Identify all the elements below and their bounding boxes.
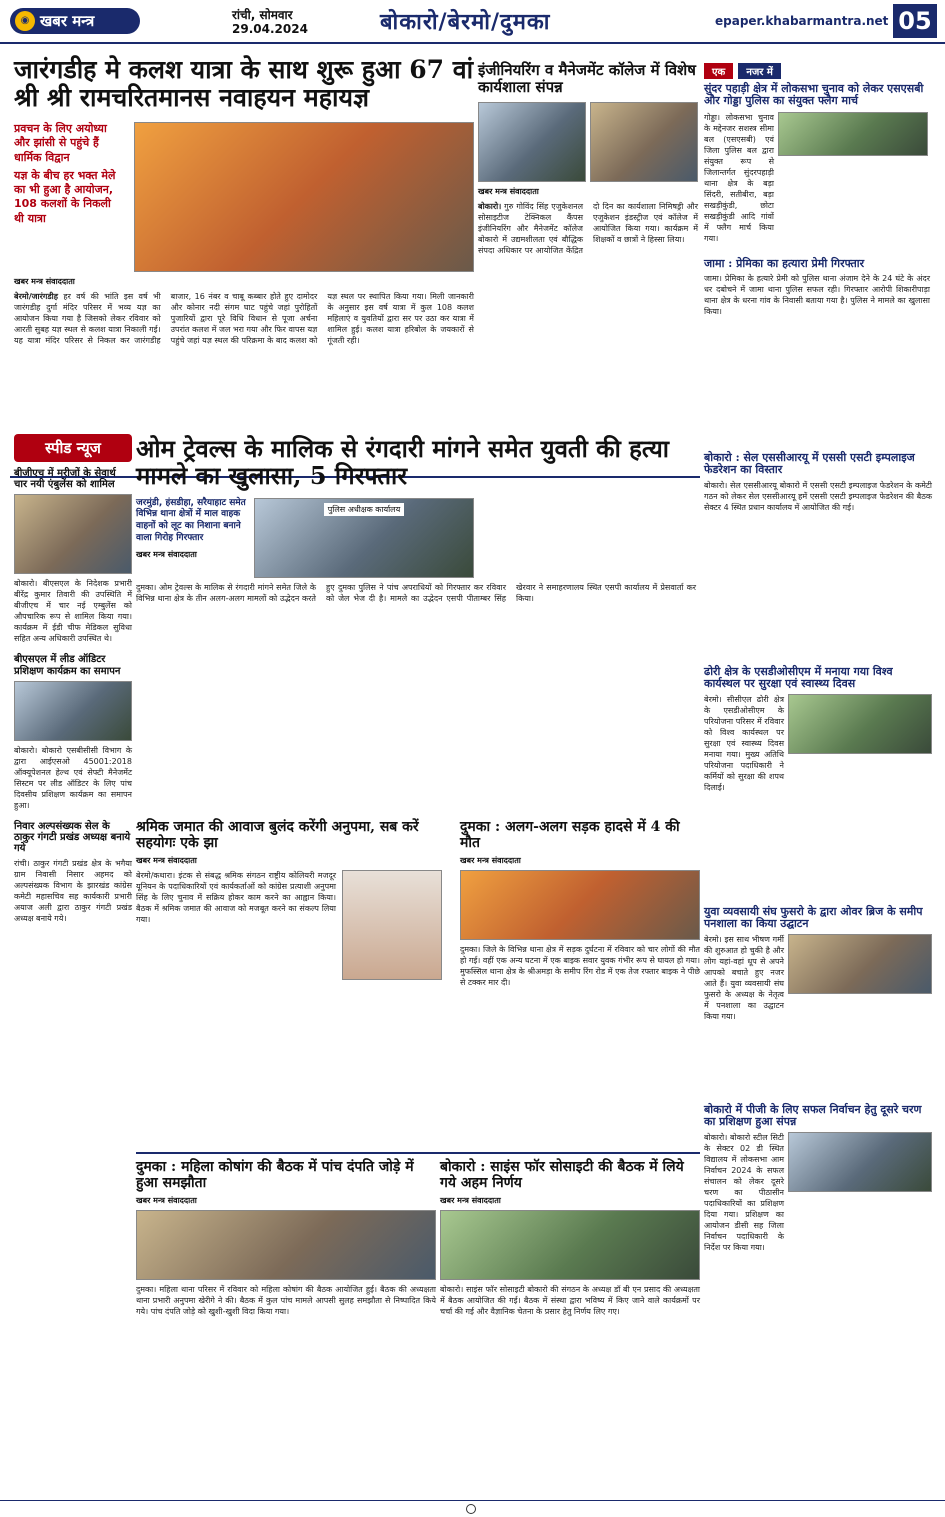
esa-body: बोकारो। सेल एससीआरयू बोकारो में एससी एसटी इम्पलाइज फेडरेशन के कमेटी गठन को लेकर सेल एससीआरयू हमें एससी एसटी इम्पलाइज फेडरेशन की बैठक सेक्टर 4 स्थित प्रधान कार्यालय में आयोजित की गई। (704, 480, 932, 512)
ak-jha-photo (342, 870, 442, 980)
engineering-byline: खबर मन्त्र संवाददाता (478, 186, 539, 196)
nazar-tag-1: एक (704, 63, 733, 79)
nazar-headline: सुंदर पहाड़ी क्षेत्र में लोकसभा चुनाव को लेकर एसएसबी और गोड्डा पुलिस का संयुक्त फ्लैग मार्च (704, 82, 924, 108)
murder-body: जामा। प्रेमिका के हत्यारे प्रेमी को पुलिस थाना अंजाम देने के 24 घंटे के अंदर धर दबोचने में जामा थाना पुलिस सफल रही। गिरफ्तार आरोपी शिकारीपाड़ा थाना क्षेत्र के धरना गांव के निवासी बताया गया है। पुलिस ने मामले का खुलासा किया। (704, 274, 930, 317)
police-banner: पुलिस अधीक्षक कार्यालय (324, 503, 405, 516)
lead-dateline: बेरमो/जारंगडीह (14, 292, 59, 301)
police-press-photo (254, 498, 474, 578)
lead-byline: खबर मन्त्र संवाददाता (14, 277, 75, 286)
women-cell-story (136, 1160, 436, 1494)
shramik-body: बेरमो/कथारा। इंटक से संबद्ध श्रमिक संगठन राष्ट्रीय कोलियरी मजदूर यूनियन के पदाधिकारियों एवं कार्यकर्ताओं को कांग्रेस प्रत्याशी अनुपमा सिंह के लिए चुनाव में सक्रिय होकर काम करने का आह्वान किया। बैठक में श्रमिक जमात की आवाज को मजबूत करने का संकल्प लिया गया। (136, 871, 336, 925)
accident-byline: खबर मन्त्र संवाददाता (460, 856, 521, 866)
lead-highlight-2: यज्ञ के बीच हर भक्त मेले का भी हुआ है आयोजन, 108 कलशों के निकली थी यात्रा (14, 168, 116, 225)
main-highlights: जरमुंडी, हंसडीहा, सरैयाहाट समेत विभिन्न थाना क्षेत्रों में माल वाहक वाहनों को लूट का निशाना बनाने वाला गिरोह गिरफ्तार (136, 497, 246, 543)
lead-story (14, 56, 474, 476)
nazar-story (704, 60, 930, 256)
dhori-body: बेरमो। सीसीएल ढोरी क्षेत्र के एसडीओसीएम के परियोजना परिसर में रविवार को विश्व कार्यस्थल पर सुरक्षा एवं स्वास्थ्य दिवस मनाया गया। मुख्य अतिथि परियोजना पदाधिकारी ने कर्मियों को सुरक्षा की शपथ दिलाई। (704, 694, 784, 792)
page-number: 05 (893, 4, 937, 38)
science-meeting-photo (440, 1210, 700, 1280)
flag-march-photo (778, 112, 928, 156)
training-headline: बोकारो में पीजी के लिए सफल निर्वाचन हेतु दूसरे चरण का प्रशिक्षण हुआ संपन्न (704, 1103, 922, 1129)
auditor-body: बोकारो। बोकारो एसबीसीसी विभाग के द्वारा आईएसओ 45001:2018 ऑक्यूपेशनल हेल्थ एवं सेफ्टी मैनेजमेंट सिस्टम पर लीड ऑडिटर के लिए पांच दिवसीय प्रशिक्षण कार्यक्रम का समापन हुआ। (14, 745, 132, 810)
dhori-story (704, 666, 932, 902)
women-headline: दुमका : महिला कोषांग की बैठक में पांच दंपति जोड़े में हुआ समझौता (136, 1159, 414, 1191)
accident-body: दुमका। जिले के विभिन्न थाना क्षेत्र में सड़क दुर्घटना में रविवार को चार लोगों की मौत हो गई। वहीं एक अन्य घटना में एक बाइक सवार युवक गंभीर रूप से घायल हो गया। मुफस्सिल थाना क्षेत्र के श्रीअमड़ा के समीप रिंग रोड में एक तेज रफ्तार बाइक ने पीछे से टक्कर मार दी। (460, 945, 700, 988)
science-story (440, 1160, 700, 1494)
women-cell-photo (136, 1210, 436, 1280)
logo-mark-icon: ◉ (15, 11, 35, 31)
engineering-dateline: बोकारो। (478, 201, 502, 211)
speed-news (14, 434, 132, 1134)
shramik-headline: श्रमिक जमात की आवाज बुलंद करेंगी अनुपमा, सब करें सहयोगः एके झा (136, 819, 419, 851)
masthead (0, 0, 945, 44)
youth-traders-story (704, 906, 932, 1102)
panshala-photo (788, 934, 932, 994)
section-title: बोकारो/बेरमो/दुमका (380, 10, 551, 35)
lead-headline: जारंगडीह मे कलश यात्रा के साथ शुरू हुआ 67 वां श्री श्री रामचरितमानस नवाहयन महायज्ञ (14, 55, 474, 112)
issue-date: 29.04.2024 (232, 22, 308, 36)
ambulance-body: बोकारो। बीएसएल के निदेशक प्रभारी बीरेंद्र कुमार तिवारी की उपस्थिति में बीजीएच में चार नई एम्बुलेंस को औपचारिक रूप से शामिल किया गया। कार्यक्रम में ईडी चीफ मेडिकल सुविधा सहित अन्य अधिकारी उपस्थित थे। (14, 579, 132, 644)
engineering-text: गुरु गोविंद सिंह एजुकेशनल सोसाइटीज टेक्निकल कैंपस इंजीनियरिंग और मैनेजमेंट कॉलेज बोकारो में उद्यमशीलता एवं बौद्धिक संपदा अधिकार पर आयोजित केंद्रित दो दिन का कार्यशाला निमिषड्री और एजुकेशन इंडस्ट्रीज एवं कॉलेज में आयोजित किया गया। कार्यक्रम में शिक्षकों व छात्रों ने हिस्सा लिया। (478, 201, 698, 255)
lead-text: हर वर्ष की भांति इस वर्ष भी जारंगडीह दुर्गा मंदिर परिसर में भव्य यज्ञ का आयोजन किया गया है जिसको लेकर रविवार को आरती सुबह यज्ञ स्थल से कलश यात्रा निकाली गई। यह यात्रा मंदिर परिसर से निकल कर जारंगडीह बाजार, 16 नंबर व चाबू कब्बार होते हुए दामोदर और कोनार नदी संगम घाट पहुंचे जहां पुरोहितों पुजारियों द्वारा पूरे विधि विधान से पूजा अर्चना उपरांत कलश में जल भरा गया और फिर वापस यज्ञ पहुंचे जहां यज्ञ स्थल की परिक्रमा के बाद कलश को यज्ञ स्थल पर स्थापित किया गया। मिली जानकारी के अनुसार इस वर्ष यात्रा में कुल 108 कलश महिलाएं व युवतियों द्वारा सर पर उठा कर यात्रा में शामिल हुई। कलश यात्रा हरिबोल के जयकारों से गूंजती रही। (14, 292, 474, 345)
road-accident-story (460, 820, 700, 1150)
speed-news-badge-text: स्पीड न्यूज (45, 439, 101, 457)
divider-bottom (136, 1152, 700, 1154)
minority-headline: निवार अल्पसंख्यक सेल के ठाकुर गंगटी प्रखंड अध्यक्ष बनाये गये (14, 820, 131, 855)
accident-headline: दुमका : अलग-अलग सड़क हादसे में 4 की मौत (460, 819, 680, 851)
main-byline: खबर मन्त्र संवाददाता (136, 549, 197, 559)
site-link[interactable]: epaper.khabarmantra.net (715, 14, 889, 28)
murder-headline: जामा : प्रेमिका का हत्यारा प्रेमी गिरफ्तार (704, 257, 865, 270)
city-day: रांची, सोमवार (232, 8, 293, 22)
engineering-body (478, 201, 698, 451)
training-body: बोकारो। बोकारो स्टील सिटी के सेक्टर 02 डी स्थित विद्यालय में लोकसभा आम निर्वाचन 2024 के सफल संचालन को लेकर दूसरे चरण का पीठासीन पदाधिकारियों का प्रशिक्षण दिया गया। प्रशिक्षण का आयोजन डीसी सह जिला निर्वाचन पदाधिकारी के निर्देश पर किया गया। (704, 1132, 784, 1252)
science-body: बोकारो। साइंस फॉर सोसाइटी बोकारो की संगठन के अध्यक्ष डॉ बी एन प्रसाद की अध्यक्षता में बैठक आयोजित की गई। बैठक में संस्था द्वारा भविष्य में किए जाने वाले कार्यक्रमों पर चर्चा की गई और वैज्ञानिक चेतना के प्रसार हेतु निर्णय लिए गए। (440, 1285, 700, 1317)
workshop-photo-1 (478, 102, 586, 182)
murder-brief (704, 258, 930, 448)
shramik-byline: खबर मन्त्र संवाददाता (136, 856, 197, 866)
lead-highlight-1: प्रवचन के लिए अयोध्या और झांसी से पहुंचे हैं धार्मिक विद्वान (14, 122, 107, 164)
main-body: दुमका। ओम ट्रेवल्स के मालिक से रंगदारी मांगने समेत जिले के विभिन्न थाना क्षेत्र के तीन अलग-अलग मामलों को उद्भेदन करते हुए दुमका पुलिस ने पांच अपराधियों को गिरफ्तार कर रविवार को जेल भेज दी है। मामले का उद्भेदन एसपी पीताम्बर सिंह खेरवार ने समाहरणालय स्थित एसपी कार्यालय में प्रेसवार्ता कर किया। (136, 582, 696, 603)
esa-headline: बोकारो : सेल एससीआरयू में एससी एसटी इम्पलाइज फेडरेशन का विस्तार (704, 451, 915, 477)
nazar-body: गोड्डा। लोकसभा चुनाव के मद्देनजर सशस्त्र सीमा बल (एसएसबी) एवं जिला पुलिस बल द्वारा संयुक्त रूप से जिलान्तर्गत सुंदरपहाड़ी थाना क्षेत्र के बड़ा सिंदरी, सतीबीरा, बड़ा सखड़ीकुंडी, छोटा सखड़ीकुंडी आदि गांवों में फ्लैग मार्च किया गया। (704, 112, 774, 243)
newspaper-logo (10, 8, 140, 34)
auditor-photo (14, 681, 132, 741)
accident-photo-1 (460, 870, 700, 940)
traders-headline: युवा व्यवसायी संघ फुसरो के द्वारा ओवर ब्रिज के समीप पनशाला का किया उद्घाटन (704, 905, 923, 931)
main-headline: ओम ट्रेवल्स के मालिक से रंगदारी मांगने समेत युवती की हत्या मामले का खुलासा, 5 गिरफ्तार (136, 434, 670, 490)
dhori-headline: ढोरी क्षेत्र के एसडीओसीएम में मनाया गया विश्व कार्यस्थल पर सुरक्षा एवं स्वास्थ्य दिवस (704, 665, 893, 691)
safety-day-photo (788, 694, 932, 754)
science-byline: खबर मन्त्र संवाददाता (440, 1196, 501, 1206)
women-body: दुमका। महिला थाना परिसर में रविवार को महिला कोषांग की बैठक आयोजित हुई। बैठक की अध्यक्षता थाना प्रभारी अनुपमा खेरीगे ने की। बैठक में कुल पांच मामले आपसी सुलह समझौता से निष्पादित किये गये। पांच दंपति जोड़े को खुशी-खुशी विदा किया गया। (136, 1285, 436, 1317)
workshop-photo-2 (590, 102, 698, 182)
shramik-story (136, 820, 456, 1150)
logo-text: खबर मन्त्र (40, 12, 95, 30)
ambulance-photo (14, 494, 132, 574)
esa-story (704, 452, 932, 662)
women-byline: खबर मन्त्र संवाददाता (136, 1196, 197, 1206)
traders-body: बेरमो। इस साथ भीषण गर्मी की शुरुआत हो चुकी है और लोग यहां-वहां धूप से अपने आपको बचाते हुए नजर आते हैं। युवा व्यवसायी संघ फुसरो के अध्यक्ष के नेतृत्व में पनशाला का उद्घाटन किया गया। (704, 934, 784, 1021)
science-headline: बोकारो : साइंस फॉर सोसाइटी की बैठक में लिये गये अहम निर्णय (440, 1159, 684, 1191)
nazar-tag-2: नजर में (738, 63, 781, 79)
training-photo (788, 1132, 932, 1192)
training-story (704, 1104, 932, 1494)
engineering-headline: इंजीनियरिंग व मैनेजमेंट कॉलेज में विशेष कार्यशाला संपन्न (478, 61, 696, 96)
kalash-yatra-photo (134, 122, 474, 272)
ambulance-headline: बीजीएच में मरीजों के सेवार्थ चार नयी एंबुलेंस को शामिल (14, 468, 116, 491)
registration-mark-icon (466, 1504, 476, 1514)
page-footer (0, 1500, 945, 1517)
dateline (232, 8, 308, 36)
lead-auditor-headline: बीएसएल में लीड ऑडिटर प्रशिक्षण कार्यक्रम का समापन (14, 654, 121, 677)
engineering-story (478, 62, 698, 470)
minority-body: रांची। ठाकुर गंगटी प्रखंड क्षेत्र के भगैया ग्राम निवासी निसार अहमद को अल्पसंख्यक विभाग के झारखंड कांग्रेस कमेटी महासचिव सह कार्यकारी प्रभारी अयाज अली द्वारा ठाकुर गंगटी प्रखंड अध्यक्ष बनाये गये। (14, 859, 132, 924)
speed-news-badge (14, 434, 132, 462)
main-story (136, 436, 696, 816)
